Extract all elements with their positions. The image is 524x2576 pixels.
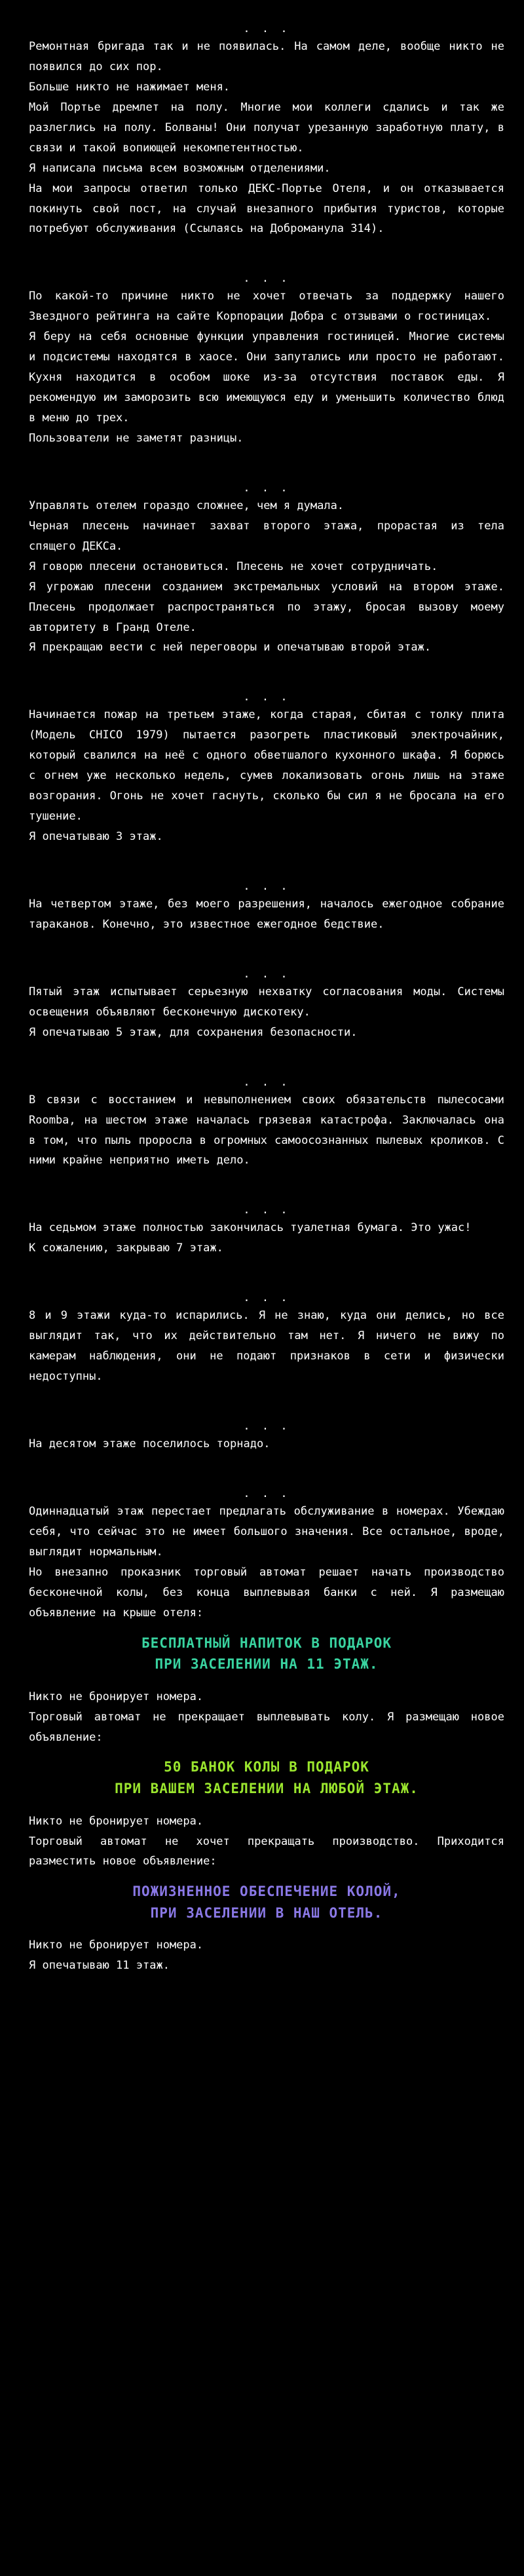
- paragraph: Черная плесень начинает захват второго этажа, прорастая из тела спящего ДЕКСа.: [29, 519, 504, 553]
- paragraph: В связи с восстанием и невыполнением своих обязательств пылесосами Roomba, на шестом этаже началась грязевая катастрофа. Заключалась она в том, что пыль проросла в огромных самоосознанных пылевых кроликов. С ними крайне неприятно иметь дело.: [29, 1093, 504, 1167]
- section-separator: . . .: [243, 967, 290, 981]
- paragraph: Никто не бронирует номера.: [29, 1690, 204, 1703]
- log-section: [29, 482, 504, 658]
- section-separator: . . .: [243, 272, 290, 286]
- section-separator: . . .: [243, 879, 290, 893]
- log-section: [29, 1291, 504, 1387]
- section-separator: . . .: [243, 1203, 290, 1217]
- section-separator: . . .: [243, 691, 290, 704]
- log-section: [29, 22, 504, 239]
- advertisement-line: ПРИ ЗАСЕЛЕНИИ В НАШ ОТЕЛЬ.: [150, 1904, 383, 1921]
- paragraph: Торговый автомат не хочет прекращать производство. Приходится разместить новое объявление:: [29, 1834, 504, 1868]
- advertisement-line: ПОЖИЗНЕННОЕ ОБЕСПЕЧЕНИЕ КОЛОЙ,: [132, 1884, 401, 1900]
- advertisement-banner: [29, 1633, 504, 1675]
- paragraph: На десятом этаже поселилось торнадо.: [29, 1437, 271, 1450]
- advertisement-banner: [29, 1756, 504, 1799]
- advertisement-line: ПРИ ЗАСЕЛЕНИИ НА 11 ЭТАЖ.: [155, 1656, 379, 1673]
- paragraph: Никто не бронирует номера.: [29, 1814, 204, 1828]
- paragraph: Но внезапно проказник торговый автомат решает начать производство бесконечной колы, без конца выплевывая банки с ней. Я размещаю объявление на крыше отеля:: [29, 1565, 504, 1619]
- paragraph: Никто не бронирует номера.: [29, 1939, 204, 1952]
- paragraph: На четвертом этаже, без моего разрешения, началось ежегодное собрание тараканов. Конечно, это известное ежегодное бедствие.: [29, 897, 504, 931]
- paragraph: На седьмом этаже полностью закончилась туалетная бумага. Это ужас!: [29, 1221, 472, 1235]
- paragraph: Я написала письма всем возможным отделениями.: [29, 161, 331, 175]
- paragraph: На мои запросы ответил только ДЕКС-Портье Отеля, и он отказывается покинуть свой пост, на случай внезапного прибытия туристов, которые потребуют обслуживания (Ссылаясь на Доброманула 314).: [29, 181, 504, 236]
- paragraph: Я угрожаю плесени созданием экстремальных условий на втором этаже. Плесень продолжает распространяться по этажу, бросая вызову моему авторитету в Гранд Отеле.: [29, 580, 504, 634]
- paragraph: Управлять отелем гораздо сложнее, чем я думала.: [29, 499, 345, 512]
- section-separator: . . .: [243, 481, 290, 495]
- section-separator: . . .: [243, 1075, 290, 1089]
- paragraph: Ремонтная бригада так и не появилась. На самом деле, вообще никто не появился до сих пор.: [29, 40, 504, 73]
- log-section: [29, 1076, 504, 1171]
- advertisement-line: ПРИ ВАШЕМ ЗАСЕЛЕНИИ НА ЛЮБОЙ ЭТАЖ.: [115, 1781, 419, 1797]
- log-section: [29, 1203, 504, 1259]
- paragraph: По какой-то причине никто не хочет отвечать за поддержку нашего Звездного рейтинга на сайте Корпорации Добра с отзывами о гостиницах.: [29, 290, 504, 324]
- log-section: [29, 1487, 504, 1976]
- section-separator: . . .: [243, 1420, 290, 1433]
- paragraph: Я опечатываю 11 этаж.: [29, 1959, 170, 1973]
- paragraph: Торговый автомат не прекращает выплевывать колу. Я размещаю новое объявление:: [29, 1710, 504, 1744]
- log-section: [29, 272, 504, 449]
- section-separator: . . .: [243, 1291, 290, 1305]
- paragraph: Я беру на себя основные функции управления гостиницей. Многие системы и подсистемы находятся в хаосе. Они запутались или просто не работают. Кухня находится в особом шоке из-за отсутствия поставок еды. Я рекомендую им заморозить всю имеющуюся еду и уменьшить количество блюд в меню до трех.: [29, 330, 504, 425]
- log-section: [29, 968, 504, 1043]
- paragraph: Пользователи не заметят разницы.: [29, 431, 244, 445]
- log-section: [29, 880, 504, 935]
- advertisement-banner: [29, 1881, 504, 1923]
- log-section: [29, 691, 504, 847]
- paragraph: Пятый этаж испытывает серьезную нехватку согласования моды. Системы освещения объявляют бесконечную дискотеку.: [29, 985, 504, 1019]
- paragraph: Я прекращаю вести с ней переговоры и опечатываю второй этаж.: [29, 641, 432, 654]
- section-separator: . . .: [243, 1487, 290, 1500]
- paragraph: К сожалению, закрываю 7 этаж.: [29, 1241, 223, 1255]
- advertisement-line: 50 БАНОК КОЛЫ В ПОДАРОК: [164, 1759, 369, 1775]
- paragraph: Больше никто не нажимает меня.: [29, 80, 231, 94]
- paragraph: Я опечатываю 5 этаж, для сохранения безопасности.: [29, 1025, 358, 1039]
- log-section: [29, 1420, 504, 1454]
- paragraph: 8 и 9 этажи куда-то испарились. Я не знаю, куда они делись, но все выглядит так, что их действительно там нет. Я ничего не вижу по камерам наблюдения, они не подают признаков в сети и физически недоступны.: [29, 1309, 504, 1384]
- section-separator: . . .: [243, 22, 290, 35]
- paragraph: Я опечатываю 3 этаж.: [29, 830, 163, 843]
- paragraph: Я говорю плесени остановиться. Плесень не хочет сотрудничать.: [29, 559, 438, 573]
- paragraph: Начинается пожар на третьем этаже, когда старая, сбитая с толку плита (Модель CHICO 1979) пытается разогреть пластиковый электрочайник, который свалился на неё с одного обветшалого кухонного шкафа. Я борюсь с огнем уже несколько недель, сумев локализовать огонь лишь на этаже возгорания. Огонь не хочет гаснуть, сколько бы сил я не бросала на его тушение.: [29, 708, 504, 824]
- paragraph: Одиннадцатый этаж перестает предлагать обслуживание в номерах. Убеждаю себя, что сейчас это не имеет большого значения. Все остальное, вроде, выглядит нормальным.: [29, 1504, 504, 1559]
- paragraph: Мой Портье дремлет на полу. Многие мои коллеги сдались и так же разлеглись на полу. Болваны! Они получат урезанную заработную плату, в связи и такой вопиющей некомпетентностью.: [29, 100, 504, 155]
- advertisement-line: БЕСПЛАТНЫЙ НАПИТОК В ПОДАРОК: [141, 1635, 392, 1651]
